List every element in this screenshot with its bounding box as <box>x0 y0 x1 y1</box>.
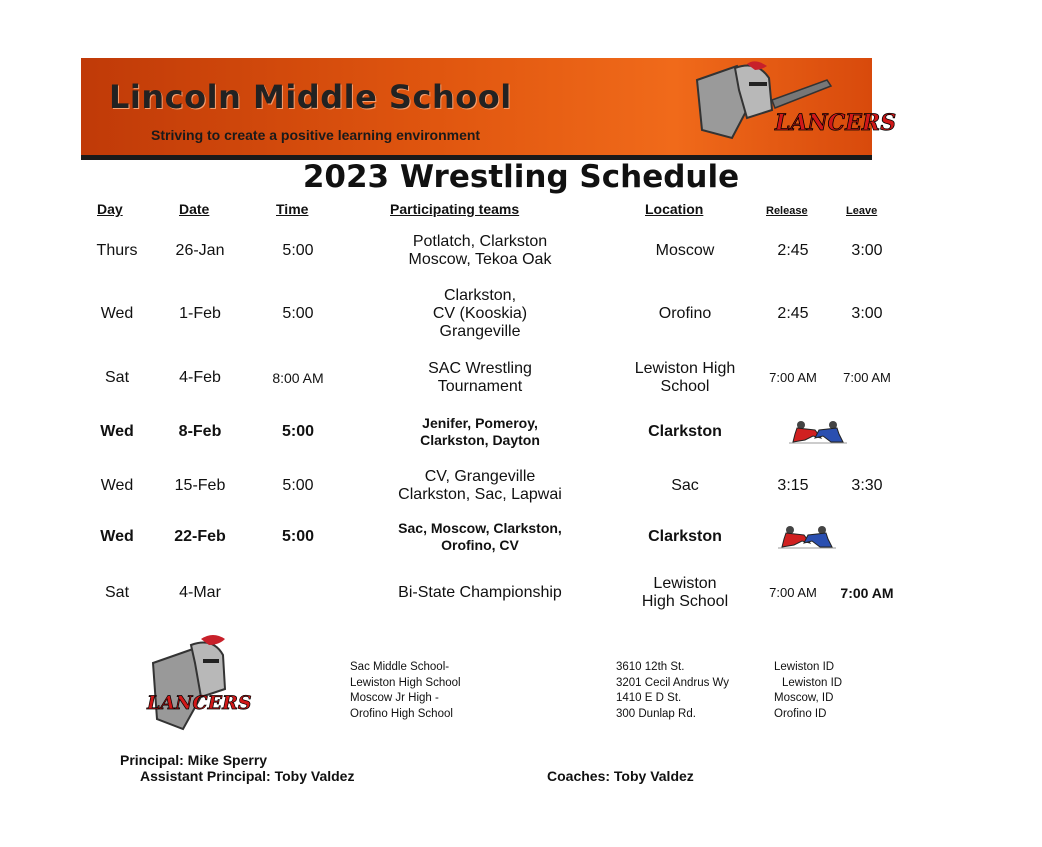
team-line: Potlatch, Clarkston <box>412 233 548 250</box>
cell-location <box>648 423 722 441</box>
lancers-knight-icon <box>143 633 268 733</box>
cell-date: 4-Mar <box>179 584 221 601</box>
location-line: Clarkston <box>648 423 722 440</box>
school-city: Orofino ID <box>774 707 827 720</box>
cell-day: Sat <box>104 584 130 601</box>
cell-date: 15-Feb <box>174 477 226 494</box>
cell-teams <box>398 468 562 504</box>
location-line: Moscow <box>655 242 715 259</box>
school-name: Moscow Jr High - <box>350 692 439 704</box>
cell-date: 4-Feb <box>179 369 221 386</box>
header-time: Time <box>276 201 309 217</box>
assistant-principal-line: Assistant Principal: Toby Valdez <box>140 768 355 784</box>
cell-leave: 7:00 AM <box>840 585 894 601</box>
cell-location <box>648 528 722 546</box>
team-line: Orofino, CV <box>441 537 519 553</box>
header-release: Release <box>766 205 808 217</box>
logo-wordmark-bottom: LANCERS <box>147 692 252 714</box>
location-line: Lewiston High <box>634 360 736 377</box>
coaches-line: Coaches: Toby Valdez <box>547 768 694 784</box>
cell-teams <box>420 415 540 449</box>
location-line: High School <box>641 593 729 610</box>
team-line: Clarkston, Dayton <box>420 432 540 448</box>
school-name: Orofino High School <box>350 707 453 720</box>
schedule-title: 2023 Wrestling Schedule <box>302 159 740 195</box>
school-banner <box>81 58 897 155</box>
school-city: Moscow, ID <box>774 692 834 704</box>
school-city: Lewiston ID <box>774 661 835 673</box>
wrestlers-icon <box>783 415 853 447</box>
cell-time: 8:00 AM <box>272 370 324 386</box>
team-line: Sac, Moscow, Clarkston, <box>398 520 562 536</box>
cell-location <box>635 360 736 396</box>
team-line: Jenifer, Pomeroy, <box>422 415 538 431</box>
cell-day: Wed <box>100 477 134 494</box>
header-location: Location <box>645 201 704 217</box>
cell-leave: 3:00 <box>851 305 883 322</box>
cell-teams <box>433 287 527 341</box>
location-line: Lewiston <box>653 575 717 592</box>
cell-location <box>656 242 715 260</box>
cell-day: Thurs <box>96 242 138 259</box>
lancers-logo-icon <box>677 60 897 152</box>
school-name: Lincoln Middle School <box>109 78 512 116</box>
cell-day: Wed <box>100 528 134 545</box>
cell-leave: 7:00 AM <box>843 370 891 385</box>
school-address: 3201 Cecil Andrus Wy <box>616 676 730 689</box>
school-address: 300 Dunlap Rd. <box>616 707 696 720</box>
header-leave: Leave <box>846 205 878 217</box>
team-line: Bi-State Championship <box>398 584 562 601</box>
cell-teams <box>398 584 562 602</box>
cell-teams <box>409 233 552 269</box>
team-line: CV (Kooskia) <box>432 305 528 322</box>
cell-release: 7:00 AM <box>769 585 817 600</box>
header-teams: Participating teams <box>390 201 520 217</box>
team-line: SAC Wrestling <box>428 360 532 377</box>
team-line: CV, Grangeville <box>424 468 536 485</box>
header-day: Day <box>97 201 123 217</box>
cell-day: Wed <box>100 305 134 322</box>
cell-release: 3:15 <box>777 477 809 494</box>
header-date: Date <box>179 201 210 217</box>
cell-leave: 3:00 <box>851 242 883 259</box>
principal-line: Principal: Mike Sperry <box>120 752 268 768</box>
cell-time: 5:00 <box>282 305 314 322</box>
school-name: Sac Middle School- <box>350 661 450 673</box>
school-address: 1410 E D St. <box>616 692 682 704</box>
school-address: 3610 12th St. <box>616 661 685 673</box>
school-name: Lewiston High School <box>350 676 461 689</box>
team-line: Grangeville <box>439 323 521 340</box>
cell-time: 5:00 <box>282 477 314 494</box>
location-line: Clarkston <box>648 528 722 545</box>
team-line: Tournament <box>437 378 523 395</box>
cell-date: 22-Feb <box>174 528 226 545</box>
team-line: Moscow, Tekoa Oak <box>408 251 552 268</box>
cell-day: Wed <box>100 423 134 440</box>
school-city: Lewiston ID <box>782 676 843 689</box>
wrestlers-icon <box>772 520 842 552</box>
cell-time: 5:00 <box>281 423 315 440</box>
cell-release: 7:00 AM <box>769 370 817 385</box>
location-line: School <box>660 378 710 395</box>
cell-location <box>642 575 728 611</box>
cell-date: 1-Feb <box>179 305 221 322</box>
cell-date: 26-Jan <box>175 242 225 259</box>
team-line: Clarkston, <box>443 287 517 304</box>
cell-location <box>671 477 699 495</box>
cell-date: 8-Feb <box>178 423 222 440</box>
cell-day: Sat <box>104 369 130 386</box>
cell-leave: 3:30 <box>851 477 883 494</box>
cell-time: 5:00 <box>281 528 315 545</box>
team-line: Clarkston, Sac, Lapwai <box>398 486 562 503</box>
cell-teams <box>398 520 562 554</box>
logo-wordmark: LANCERS <box>775 110 897 136</box>
cell-time: 5:00 <box>282 242 314 259</box>
cell-teams <box>428 360 532 396</box>
cell-location <box>659 305 711 323</box>
cell-release: 2:45 <box>777 242 809 259</box>
school-tagline: Striving to create a positive learning environment <box>151 127 481 143</box>
location-line: Orofino <box>658 305 712 322</box>
location-line: Sac <box>671 477 699 494</box>
cell-release: 2:45 <box>777 305 809 322</box>
